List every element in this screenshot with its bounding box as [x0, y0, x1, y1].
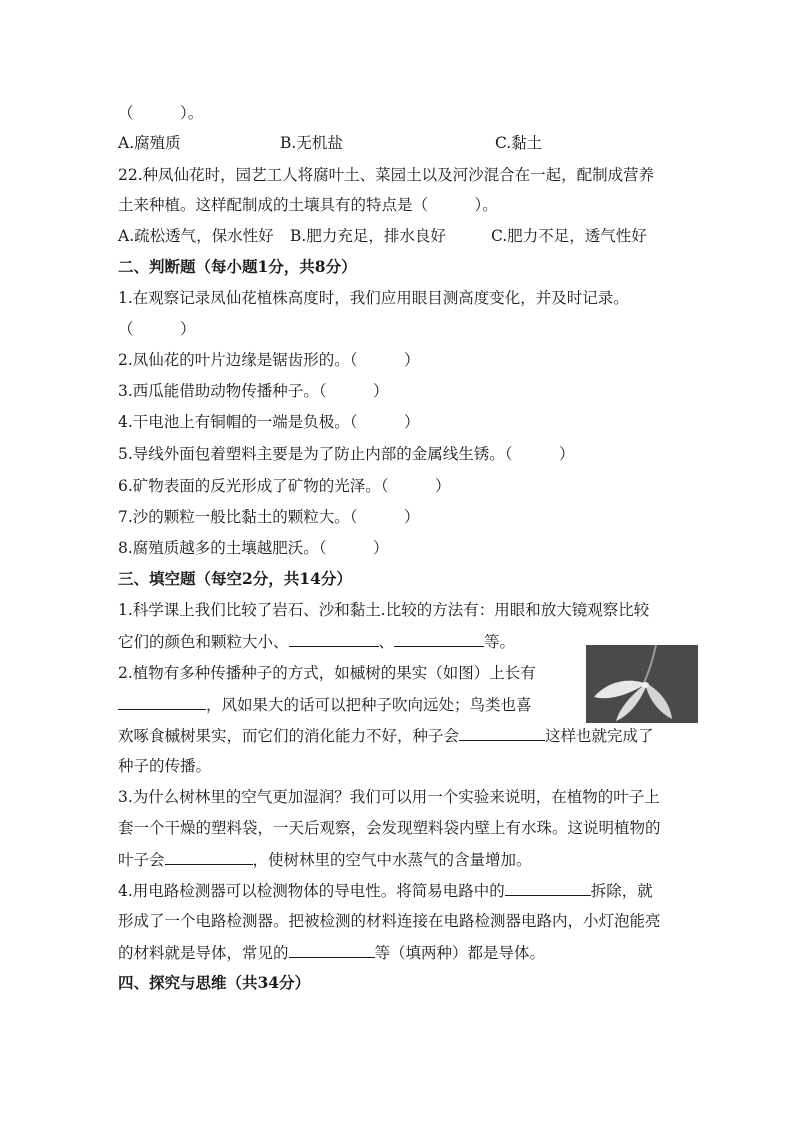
- fill-q2-blank-2[interactable]: [459, 724, 545, 741]
- fill-q4-line1: [118, 879, 653, 902]
- fill-q1-text-c: 等。: [484, 633, 516, 651]
- fill-q2-text-d: 这样也就完成了: [545, 727, 654, 745]
- q21-option-a: A.腐殖质: [118, 134, 181, 152]
- q21-option-b: B.无机盐: [280, 134, 343, 152]
- fill-q3-line3: [118, 848, 532, 871]
- judge-item-2: 2.凤仙花的叶片边缘是锯齿形的。（ ）: [118, 351, 420, 369]
- judge-item-3: 3.西瓜能借助动物传播种子。（ ）: [118, 382, 389, 400]
- fill-q4-blank-1[interactable]: [505, 879, 591, 896]
- maple-fruit-photo: [586, 645, 698, 723]
- fill-q2-line3: [118, 724, 654, 747]
- fill-q4-line3: [118, 941, 545, 964]
- fill-q3-text-a: 叶子会: [118, 851, 165, 869]
- maple-seed-illustration: [586, 645, 698, 723]
- q22-option-a: A.疏松透气，保水性好: [118, 227, 274, 245]
- judge-item-1: 1.在观察记录凤仙花植株高度时，我们应用眼目测高度变化，并及时记录。: [118, 289, 629, 307]
- fill-q2-text-b: ，风如果大的话可以把种子吹向远处；鸟类也喜: [206, 696, 532, 714]
- fill-q3-text-b: ，使树林里的空气中水蒸气的含量增加。: [252, 851, 532, 869]
- fill-q3-line2: 套一个干燥的塑料袋，一天后观察，会发现塑料袋内壁上有水珠。这说明植物的: [118, 819, 661, 837]
- fill-q1-line1: 1.科学课上我们比较了岩石、沙和黏土.比较的方法有：用眼和放大镜观察比较: [118, 601, 650, 619]
- section3-heading: 三、填空题（每空2分，共14分）: [118, 569, 352, 588]
- fill-q3-blank-1[interactable]: [165, 848, 253, 865]
- fill-q2-text-c: 欢啄食槭树果实，而它们的消化能力不好，种子会: [118, 727, 460, 745]
- q21-options: [118, 132, 542, 154]
- q21-option-c: C.黏土: [495, 134, 543, 152]
- q22-line2: 土来种植。这样配制成的土壤具有的特点是（ ）。: [118, 196, 498, 214]
- section2-heading: 二、判断题（每小题1分，共8分）: [118, 257, 357, 276]
- q22-options: [118, 225, 647, 247]
- fill-q4-line2: 形成了一个电路检测器。把被检测的材料连接在电路检测器电路内，小灯泡能亮: [118, 912, 661, 930]
- fill-q1-text-a: 它们的颜色和颗粒大小、: [118, 633, 289, 651]
- section4-heading: 四、探究与思维（共34分）: [118, 973, 311, 992]
- fill-q4-text-b2: 等（填两种）都是导体。: [374, 944, 546, 962]
- q22-option-c: C.肥力不足，透气性好: [491, 227, 647, 245]
- judge-item-4: 4.干电池上有铜帽的一端是负极。（ ）: [118, 413, 420, 431]
- fill-q1-blank-1[interactable]: [289, 630, 379, 647]
- judge-item-8: 8.腐殖质越多的土壤越肥沃。（ ）: [118, 539, 389, 557]
- judge-item-1-paren: （ ）: [118, 320, 196, 338]
- q22-option-b: B.肥力充足，排水良好: [290, 227, 446, 245]
- fill-q3-line1: 3.为什么树林里的空气更加湿润？我们可以用一个实验来说明，在植物的叶子上: [118, 788, 660, 806]
- fill-q2-line1: 2.植物有多种传播种子的方式，如槭树的果实（如图）上长有: [118, 664, 536, 682]
- q21-stem-tail: （ ）。: [118, 104, 204, 122]
- fill-q2-line4: 种子的传播。: [118, 757, 212, 775]
- fill-q2-line2: [118, 693, 532, 716]
- fill-q2-blank-1[interactable]: [118, 693, 206, 710]
- fill-q1-line2: [118, 630, 515, 653]
- fill-q4-blank-2[interactable]: [289, 941, 375, 958]
- fill-q1-blank-2[interactable]: [394, 630, 484, 647]
- judge-item-7: 7.沙的颗粒一般比黏土的颗粒大。（ ）: [118, 508, 420, 526]
- judge-item-5: 5.导线外面包着塑料主要是为了防止内部的金属线生锈。（ ）: [118, 445, 575, 463]
- fill-q4-text-a2: 的材料就是导体，常见的: [118, 944, 289, 962]
- judge-item-6: 6.矿物表面的反光形成了矿物的光泽。（ ）: [118, 477, 451, 495]
- fill-q4-text-b: 拆除，就: [590, 882, 653, 900]
- q22-line1: 22.种凤仙花时，园艺工人将腐叶土、菜园土以及河沙混合在一起，配制成营养: [118, 166, 655, 184]
- fill-q4-text-a: 4.用电路检测器可以检测物体的导电性。将简易电路中的: [118, 882, 505, 900]
- fill-q1-text-b: 、: [378, 633, 395, 651]
